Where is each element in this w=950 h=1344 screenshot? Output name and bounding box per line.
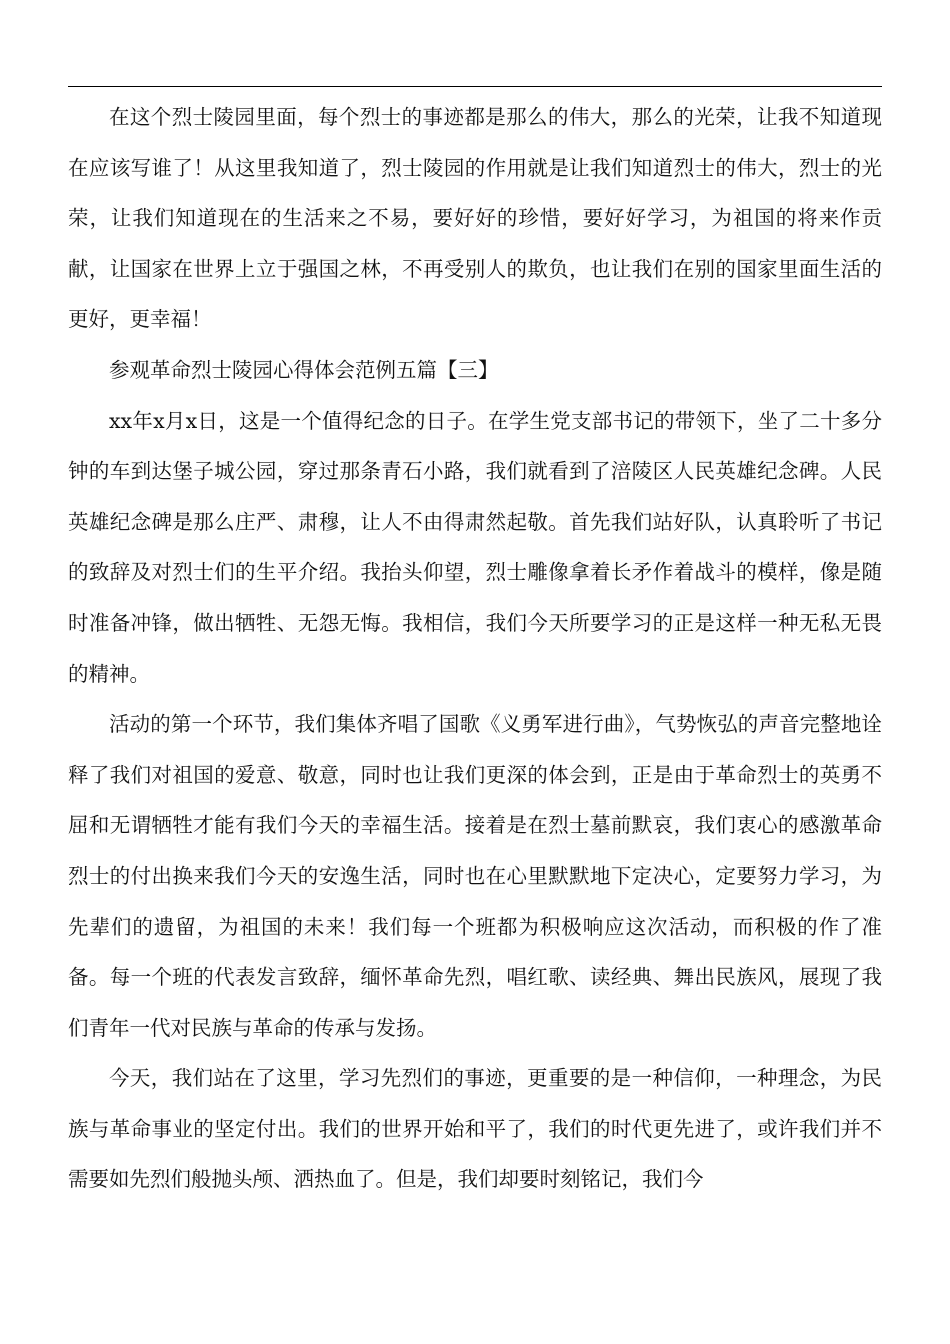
paragraph-1: 在这个烈士陵园里面，每个烈士的事迹都是那么的伟大，那么的光荣，让我不知道现在应该写谁了！从这里我知道了，烈士陵园的作用就是让我们知道烈士的伟大，烈士的光荣，让我们知道现在的生活来之不易，要好好的珍惜，要好好学习，为祖国的将来作贡献，让国家在世界上立于强国之林，不再受别人的欺负，也让我们在别的国家里面生活的更好，更幸福！ [68,105,882,332]
header-rule [68,86,882,87]
paragraph-4: 今天，我们站在了这里，学习先烈们的事迹，更重要的是一种信仰，一种理念，为民族与革命事业的坚定付出。我们的世界开始和平了，我们的时代更先进了，或许我们并不需要如先烈们般抛头颅、洒热血了。但是，我们却要时刻铭记，我们今 [68,1066,882,1192]
paragraph-2: xx年x月x日，这是一个值得纪念的日子。在学生党支部书记的带领下，坐了二十多分钟的车到达堡子城公园，穿过那条青石小路，我们就看到了涪陵区人民英雄纪念碑。人民英雄纪念碑是那么庄严、肃穆，让人不由得肃然起敬。首先我们站好队，认真聆听了书记的致辞及对烈士们的生平介绍。我抬头仰望，烈士雕像拿着长矛作着战斗的模样，像是随时准备冲锋，做出牺牲、无怨无悔。我相信，我们今天所要学习的正是这样一种无私无畏的精神。 [68,408,882,686]
section-heading: 参观革命烈士陵园心得体会范例五篇【三】 [109,357,499,382]
document-body [68,92,882,1205]
paragraph-3: 活动的第一个环节，我们集体齐唱了国歌《义勇军进行曲》，气势恢弘的声音完整地诠释了我们对祖国的爱意、敬意，同时也让我们更深的体会到，正是由于革命烈士的英勇不屈和无谓牺牲才能有我们今天的幸福生活。接着是在烈士墓前默哀，我们衷心的感激革命烈士的付出换来我们今天的安逸生活，同时也在心里默默地下定决心，定要努力学习，为先辈们的遗留，为祖国的未来！我们每一个班都为积极响应这次活动，而积极的作了准备。每一个班的代表发言致辞，缅怀革命先烈，唱红歌、读经典、舞出民族风，展现了我们青年一代对民族与革命的传承与发扬。 [68,712,882,1040]
